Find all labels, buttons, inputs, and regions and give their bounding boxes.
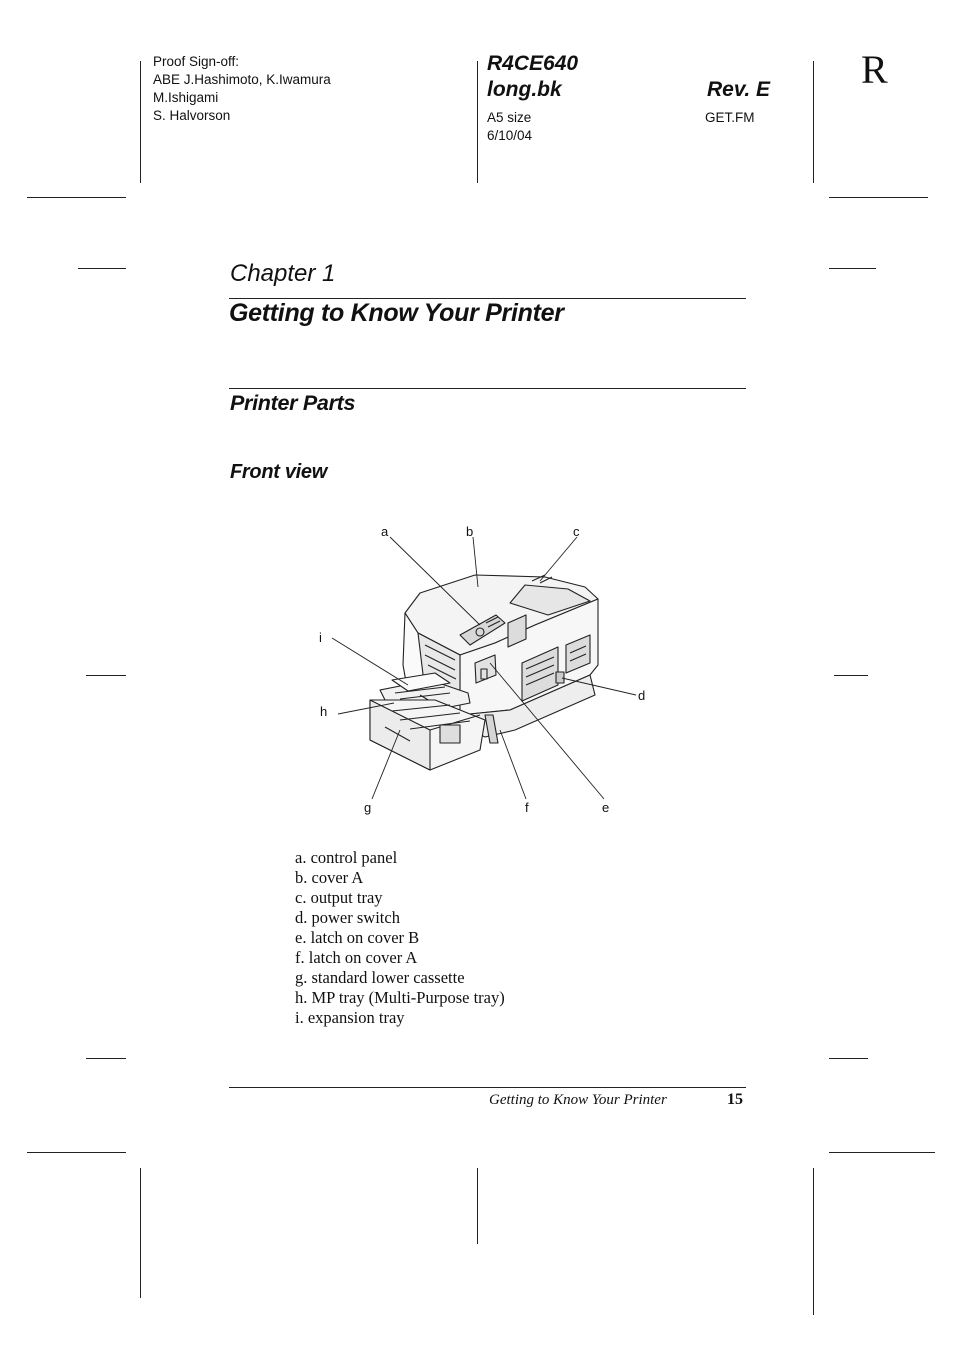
- crop-mark: [829, 1152, 935, 1153]
- section-title: Printer Parts: [230, 391, 356, 415]
- crop-mark: [140, 1168, 141, 1298]
- list-item: c. output tray: [295, 888, 383, 907]
- book-name: long.bk: [487, 78, 562, 101]
- crop-mark: [27, 1152, 126, 1153]
- list-item: b. cover A: [295, 868, 364, 887]
- crop-mark: [829, 268, 876, 269]
- callout-g: g: [364, 800, 372, 815]
- list-item: h. MP tray (Multi-Purpose tray): [295, 988, 505, 1007]
- crop-mark: [813, 1168, 814, 1315]
- crop-mark: [86, 675, 126, 676]
- job-id-block: [487, 51, 578, 103]
- crop-mark: [27, 197, 126, 198]
- footer-rule: [229, 1087, 746, 1088]
- callout-b: b: [466, 524, 474, 539]
- print-date: 6/10/04: [487, 128, 533, 143]
- crop-mark: [813, 61, 814, 183]
- proof-line: M.Ishigami: [153, 90, 219, 105]
- crop-mark: [477, 1168, 478, 1244]
- corner-mark: R: [861, 47, 888, 92]
- subsection-title: Front view: [230, 461, 328, 483]
- printer-front-view-figure: [300, 515, 670, 825]
- list-item: i. expansion tray: [295, 1008, 405, 1027]
- crop-mark: [86, 1058, 126, 1059]
- chapter-label: Chapter 1: [230, 260, 336, 287]
- crop-mark: [140, 61, 141, 183]
- proof-signoff-block: [153, 53, 331, 125]
- callout-c: c: [573, 524, 580, 539]
- parts-list: [295, 848, 505, 1028]
- revision-label: Rev. E: [707, 78, 771, 101]
- callout-f: f: [525, 800, 529, 815]
- paper-size: A5 size: [487, 110, 532, 125]
- list-item: d. power switch: [295, 908, 400, 927]
- running-footer-title: Getting to Know Your Printer: [489, 1092, 667, 1108]
- list-item: f. latch on cover A: [295, 948, 418, 967]
- callout-a: a: [381, 524, 389, 539]
- proof-line: Proof Sign-off:: [153, 54, 240, 69]
- proof-line: ABE J.Hashimoto, K.Iwamura: [153, 72, 331, 87]
- crop-mark: [829, 197, 928, 198]
- size-date-block: [487, 109, 532, 145]
- callout-d: d: [638, 688, 646, 703]
- page-number: 15: [727, 1091, 743, 1108]
- job-code: R4CE640: [487, 52, 579, 75]
- chapter-title: Getting to Know Your Printer: [229, 299, 564, 327]
- crop-mark: [477, 61, 478, 183]
- proof-line: S. Halvorson: [153, 108, 231, 123]
- list-item: a. control panel: [295, 848, 398, 867]
- callout-h: h: [320, 704, 328, 719]
- list-item: g. standard lower cassette: [295, 968, 465, 987]
- callout-i: i: [319, 630, 322, 645]
- crop-mark: [829, 1058, 868, 1059]
- file-name: GET.FM: [705, 110, 755, 125]
- printer-illustration: [300, 515, 670, 825]
- callout-e: e: [602, 800, 610, 815]
- crop-mark: [834, 675, 868, 676]
- crop-mark: [78, 268, 126, 269]
- list-item: e. latch on cover B: [295, 928, 420, 947]
